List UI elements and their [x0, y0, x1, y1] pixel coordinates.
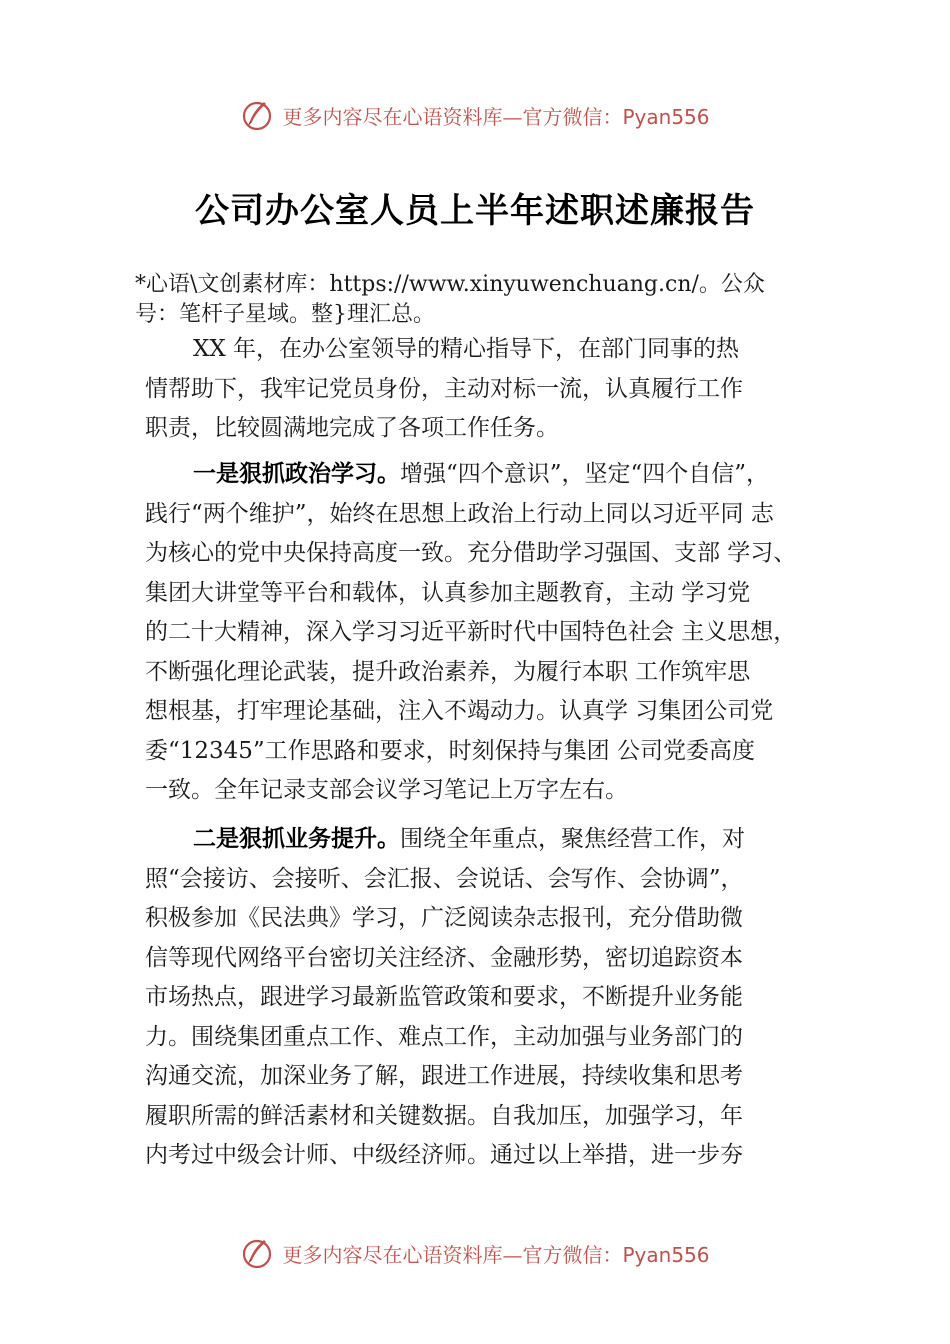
paragraph-line: 委“12345”工作思路和要求，时刻保持与集团 公司党委高度	[145, 737, 755, 764]
paragraph-line: 想根基，打牢理论基础，注入不竭动力。认真学 习集团公司党	[145, 698, 774, 724]
quill-pen-logo-icon	[240, 98, 274, 132]
paragraph-line: 一是狠抓政治学习。增强“四个意识”，坚定“四个自信”，	[193, 461, 770, 487]
paragraph-lead: 一是狠抓政治学习。	[193, 461, 400, 487]
paragraph-line: 积极参加《民法典》学习，广泛阅读杂志报刊，充分借助微	[145, 905, 743, 931]
paragraph-line: 践行“两个维护”，始终在思想上政治上行动上同以习近平同 志	[145, 500, 774, 527]
paragraph-line: 一致。全年记录支部会议学习笔记上万字左右。	[145, 777, 628, 803]
document-title: 公司办公室人员上半年述职述廉报告	[195, 191, 755, 231]
paragraph-line: 情帮助下，我牢记党员身份，主动对标一流，认真履行工作	[145, 375, 743, 402]
paragraph-line: 不断强化理论武装，提升政治素养，为履行本职 工作筑牢思	[145, 658, 751, 685]
paragraph-line: 沟通交流，加深业务了解，跟进工作进展，持续收集和思考	[145, 1063, 743, 1089]
paragraph-line: 二是狠抓业务提升。围绕全年重点，聚焦经营工作，对	[193, 826, 745, 852]
paragraph-line: 信等现代网络平台密切关注经济、金融形势，密切追踪资本	[145, 944, 743, 971]
paragraph-line: XX 年，在办公室领导的精心指导下，在部门同事的热	[193, 336, 740, 362]
source-note-line: 号：笔杆子星域。整}理汇总。	[135, 302, 435, 327]
watermark-text: 更多内容尽在心语资料库—官方微信：Pyan556	[282, 104, 710, 129]
footer-watermark	[0, 1233, 950, 1273]
source-note	[135, 270, 835, 330]
political-study-paragraph	[145, 455, 845, 811]
quill-pen-logo-icon	[240, 1236, 274, 1270]
business-improvement-paragraph	[145, 820, 845, 1176]
paragraph-line: 集团大讲堂等平台和载体，认真参加主题教育，主动 学习党	[145, 579, 751, 606]
paragraph-line: 的二十大精神，深入学习习近平新时代中国特色社会 主义思想，	[145, 619, 797, 645]
header-watermark	[0, 95, 950, 135]
paragraph-line: 内考过中级会计师、中级经济师。通过以上举措，进一步夯	[145, 1142, 743, 1168]
watermark-wechat-id: Pyan556	[622, 104, 710, 129]
paragraph-line: 职责，比较圆满地完成了各项工作任务。	[145, 415, 559, 441]
watermark-text: 更多内容尽在心语资料库—官方微信：Pyan556	[282, 1242, 710, 1267]
watermark-wechat-id: Pyan556	[622, 1242, 710, 1267]
intro-paragraph	[145, 330, 845, 449]
source-note-line: *心语\文创素材库：https://www.xinyuwenchuang.cn/。公众	[135, 272, 765, 297]
paragraph-line: 为核心的党中央保持高度一致。充分借助学习强国、支部 学习、	[145, 540, 797, 566]
paragraph-line: 力。围绕集团重点工作、难点工作，主动加强与业务部门的	[145, 1023, 743, 1050]
paragraph-line: 市场热点，跟进学习最新监管政策和要求，不断提升业务能	[145, 984, 743, 1010]
paragraph-line: 照“会接访、会接听、会汇报、会说话、会写作、会协调”，	[145, 865, 744, 892]
paragraph-lead: 二是狠抓业务提升。	[193, 826, 400, 852]
paragraph-line: 履职所需的鲜活素材和关键数据。自我加压，加强学习，年	[145, 1102, 743, 1129]
